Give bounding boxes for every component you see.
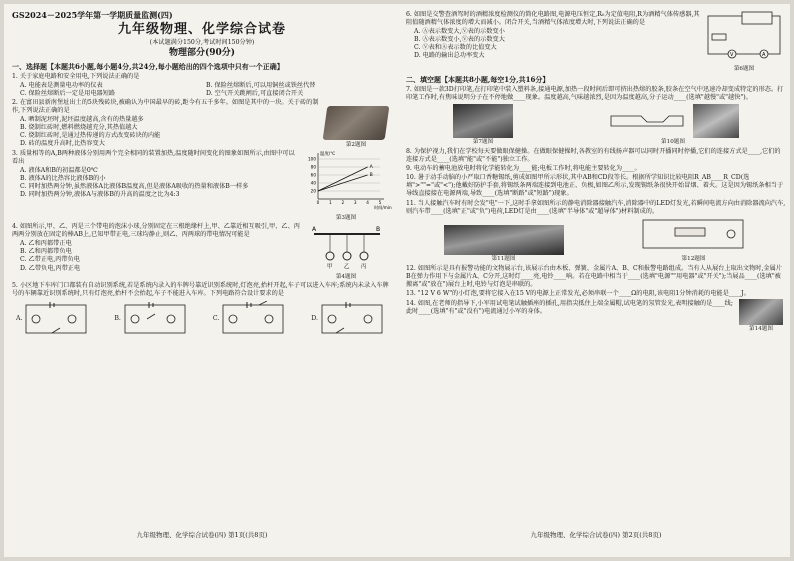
figure-4	[300, 222, 392, 281]
figure-10-caption: 第10题图	[661, 138, 685, 145]
x-tick-label: 3	[353, 199, 357, 205]
figure-11	[444, 225, 564, 263]
temperature-chart	[300, 149, 392, 211]
q3-option-b[interactable]: B. 液体A的比热容比液体B的小	[20, 175, 106, 183]
figure-10	[607, 104, 739, 146]
section-1-heading: 一、选择题【本题共6小题,每小题4分,共24分,每小题给出的四个选项中只有一个正确】	[12, 62, 284, 71]
y-axis-label: 温度/℃	[320, 151, 336, 157]
q4-option-b[interactable]: B. 乙和丙都带负电	[20, 248, 72, 256]
alcohol-tester-circuit	[702, 10, 786, 62]
figures-11-12	[406, 218, 786, 263]
series-line-A	[318, 167, 368, 191]
y-tick-label: 80	[310, 164, 316, 170]
ball-yi	[343, 252, 351, 260]
3d-pen-photo	[453, 104, 513, 138]
page-left	[12, 10, 392, 530]
circuit-d-diagram	[318, 301, 388, 337]
q6-option-c[interactable]: C. Ⓥ表和Ⓐ表示数的比值变大	[414, 44, 497, 52]
question-1: 1. 关于家庭电路和安全用电,下列说法正确的是	[12, 72, 140, 80]
q6-option-d[interactable]: D. 电路的输出总功率变大	[414, 52, 485, 60]
figure-7	[453, 104, 513, 146]
tin-foil-strip-diagram	[607, 106, 687, 136]
ball-bing-label: 丙	[361, 264, 367, 271]
question-6-block	[406, 10, 786, 73]
charged-balls-diagram	[300, 222, 392, 270]
question-2: 2. 在富田县新南堡址出土的5块残砖块,被确认为中国最早的砖,距今有五千多年。如图是其中的一块。关于砖的制作,下列说法正确的是	[12, 98, 319, 114]
q6-option-a[interactable]: A. Ⓐ表示数变大,Ⓥ表的示数变小	[414, 28, 505, 36]
question-4: 4. 如图所示,甲、乙、丙是三个带电的泡沫小球,分别固定在三根绝缘杆上,甲、乙靠近相互吸引,甲、乙、丙两两分别放在固定的棒AB上,已知甲带正电,三球均静止,则乙、丙两球的带电情况可能是	[12, 223, 300, 239]
label-b: B	[376, 226, 381, 234]
figure-2-caption: 第2题图	[345, 141, 367, 148]
question-13: 13. "12 V 6 W"的小灯泡,要将它接入在15 V的电源上正常发光,必须串联一个____Ω的电阻,该电阻1分钟消耗的电能是____J。	[406, 290, 750, 298]
q1-option-a[interactable]: A. 电能表是测量电功率的仪表	[20, 81, 103, 89]
q5-option-b-label: B.	[114, 315, 121, 323]
figure-12-caption: 第12题图	[681, 255, 706, 262]
q5-option-c[interactable]	[213, 301, 289, 337]
question-14-block	[406, 299, 786, 333]
question-5: 5. 小区地下车库门口都装有自动识别系统,若是系统内录入的车牌号靠近识别系统时,灯泡亮,抬杆开起,车子可以进入车库;系统内未录入车牌号的车辆靠近识别系统时,只有灯泡亮,抬杆不会抬起,车子不能进入车库。下列电路符合设计要求的是	[12, 282, 389, 298]
q6-option-b[interactable]: B. Ⓐ表示数变小,Ⓥ表的示数变大	[414, 36, 505, 44]
x-tick-label: 5	[378, 199, 382, 205]
figure-3	[300, 149, 392, 222]
q3-option-c[interactable]: C. 同时加热两分钟,虽然液体A比液体B温度高,但是液体A吸收的热量和液体B一样多	[20, 183, 249, 191]
tin-foil-photo	[693, 104, 739, 138]
y-tick-label: 20	[310, 188, 316, 194]
figure-14	[736, 299, 786, 333]
ball-jia-label: 甲	[327, 264, 333, 271]
figure-2	[320, 98, 392, 149]
figure-11-caption: 第11题图	[491, 255, 516, 262]
label-a: A	[312, 226, 317, 234]
series-label-B: B	[369, 172, 373, 178]
question-9: 9. 电动车的蓄电池放电时将化学能转化为____能;电板工作时,将电能主要转化为____。	[406, 165, 641, 173]
static-eliminator-photo	[444, 225, 564, 255]
ball-jia	[326, 252, 334, 260]
q5-option-d-label: D.	[311, 315, 318, 323]
q3-option-d[interactable]: D. 同时加热两分钟,液体A与液体B的升高的温度之比为4:3	[20, 191, 180, 199]
y-tick-label: 100	[308, 156, 316, 162]
question-5-options	[12, 299, 392, 337]
q1-option-d[interactable]: D. 空气开关跳闸后,可直接闭合开关	[206, 89, 304, 97]
q4-option-a[interactable]: A. 乙和丙都带正电	[20, 240, 72, 248]
figure-3-caption: 第3题图	[335, 214, 357, 221]
circuit-a-diagram	[22, 301, 92, 337]
part-heading: 物理部分(90分)	[168, 48, 236, 58]
x-tick-label: 2	[341, 199, 345, 205]
q4-option-c[interactable]: C. 乙带正电,丙带负电	[20, 256, 80, 264]
q2-option-a[interactable]: A. 晒制泥坯时,泥坯温度越高,含有的热量越多	[20, 115, 144, 123]
q2-option-d[interactable]: D. 砖的温度升高时,比热容变大	[20, 140, 105, 148]
q5-option-a[interactable]	[16, 301, 92, 337]
question-3-block	[12, 149, 392, 222]
exam-note: (本试题满分150分,考试时间150分钟)	[149, 39, 255, 46]
q5-option-b[interactable]	[114, 301, 191, 337]
figure-6-caption: 第6题图	[733, 66, 755, 73]
q2-option-b[interactable]: B. 烧制红砖时,燃料燃烧越充分,其热值越大	[20, 124, 138, 132]
alarm-stand-circuit	[639, 218, 749, 252]
y-tick-label: 60	[310, 172, 316, 178]
figures-7-10	[406, 104, 786, 146]
q2-option-c[interactable]: C. 烧制红砖时,是通过热传递的方式改变砖块的内能	[20, 132, 161, 140]
question-6: 6. 如图是交警查酒驾时的酒精浓度检测仪的简化电路图,电源电压恒定,R₀为定值电阻,R为酒精气体传感器,其阻值随酒精气体浓度的增大而减小。闭合开关,当酒精气体浓度增大时,下列说法正确的是	[406, 11, 700, 27]
circuit-c-diagram	[219, 301, 289, 337]
exam-code: GS2024－2025学年第一学期质量监测(四)	[12, 10, 173, 20]
footer-right: 九年级物理、化学综合试卷(四) 第2页(共8页)	[530, 531, 662, 539]
figure-12	[639, 218, 749, 263]
figure-6	[702, 10, 786, 73]
circuit-b-diagram	[121, 301, 191, 337]
x-tick-label: 0	[316, 199, 320, 205]
question-14: 14. 如图,在老师的指导下,小军用试电笔试触插座的插孔,用指尖抵住上端金属帽,试电笔的氖管发光,表明接触的是____线;此时____(选填"有"或"没有")电流通过小军的身体。	[406, 300, 733, 316]
q5-option-d[interactable]	[311, 301, 388, 337]
exam-sheet	[4, 4, 790, 557]
q5-option-a-label: A.	[16, 315, 23, 323]
page-title: 九年级物理、化学综合试卷	[117, 22, 286, 37]
question-4-block	[12, 222, 392, 281]
question-8: 8. 为保护视力,我们在学校每天要做眼保健操。在做眼保健操时,各教室的有线扬声器可以同时开播同时停播,它们的连接方式是____,它们的连接方式是____(选填"能"或"不能")独立工作。	[406, 147, 781, 164]
figure-14-caption: 第14题图	[749, 326, 773, 333]
x-tick-label: 4	[366, 199, 369, 205]
brick-image	[323, 106, 390, 140]
svg-text:V: V	[730, 52, 734, 58]
x-axis-label: 时间/min	[374, 204, 392, 210]
q5-option-c-label: C.	[212, 315, 220, 323]
question-10: 10. 暑于动手动脑的小严取口香糖锡纸,剪成如图甲所示形状,其中AB和CD段等长。根据所学知识比较电阻R_AB____R_CD(选填">""="或"<");他戴好防护手套,将锡纸条两端连接到电池正、负极,如图乙所示,发现锡纸条很快开始冒烟、着火。这是因为锡纸条相当于导线直接接在电源两端,导致____(选填"断路"或"短路")现象。	[406, 174, 784, 198]
question-7: 7. 如图是一款3D打印笔,在打印笔中装入塑料条,接通电源,加热一段时间后即可挤出热熔的胶条,胶条在空气中迅速冷却变成特定的形态。打印笔工作时,有焦味说明分子在不停地做____现象。温度越高,气味越浓烈,是因为温度越高,分子运动____(选填"越慢"或"越快")。	[406, 85, 784, 101]
question-11: 11. 当人接触汽车时有时会发"电"一下,这时手拿如图所示的静电消除器接触汽车,消除器中的LED灯发光,若瞬间电流方向由消除器流向汽车,则汽车带____(选填"正"或"负")电荷,LED灯是由____(选填"半导体"或"超导体")材料制成的。	[406, 199, 786, 215]
svg-text:A: A	[762, 52, 766, 58]
y-tick-label: 40	[310, 180, 316, 186]
footer-left: 九年级物理、化学综合试卷(四) 第1页(共8页)	[136, 531, 268, 539]
page-right	[406, 10, 786, 530]
question-1-options	[12, 82, 392, 90]
test-pen-photo	[739, 299, 783, 325]
q1-option-c[interactable]: C. 保险丝熔断后一定是用电器短路	[20, 89, 116, 97]
question-1-options-2	[12, 90, 392, 98]
question-12: 12. 如图所示是具有报警功能的文物展示台,该展示台由木板、弹簧、金属片A、B、C和报警电路组成。当有人从展台上取出文物时,金属片B在弹力作用下与金属片A、C分开,这时灯____亮,电铃____响。若在电路中相当于____(选填"电源""用电器"或"开关");当展品____(选填"被搬离"或"放在")展台上时,电铃与灯泡是串联的。	[406, 264, 782, 289]
q4-option-d[interactable]: D. 乙带负电,丙带正电	[20, 264, 81, 272]
figure-4-caption: 第4题图	[335, 274, 357, 281]
q1-option-b[interactable]: B. 保险丝熔断后,可以用铜丝或铁丝代替	[206, 81, 316, 89]
ball-yi-label: 乙	[344, 264, 350, 271]
figure-7-caption: 第7题图	[472, 138, 494, 145]
ball-bing	[360, 252, 368, 260]
section-2-heading: 二、填空题【本题共8小题,每空1分,共16分】	[406, 75, 550, 85]
question-3: 3. 质量相等的A,B两种液体分别用两个完全相同的装置加热,温度随时间变化的图象如图所示,由图中可以看出	[12, 149, 295, 165]
question-2-block	[12, 98, 392, 149]
series-label-A: A	[369, 164, 373, 170]
q3-option-a[interactable]: A. 液体A和B的初温都是0℃	[20, 167, 98, 175]
x-tick-label: 1	[329, 199, 332, 205]
